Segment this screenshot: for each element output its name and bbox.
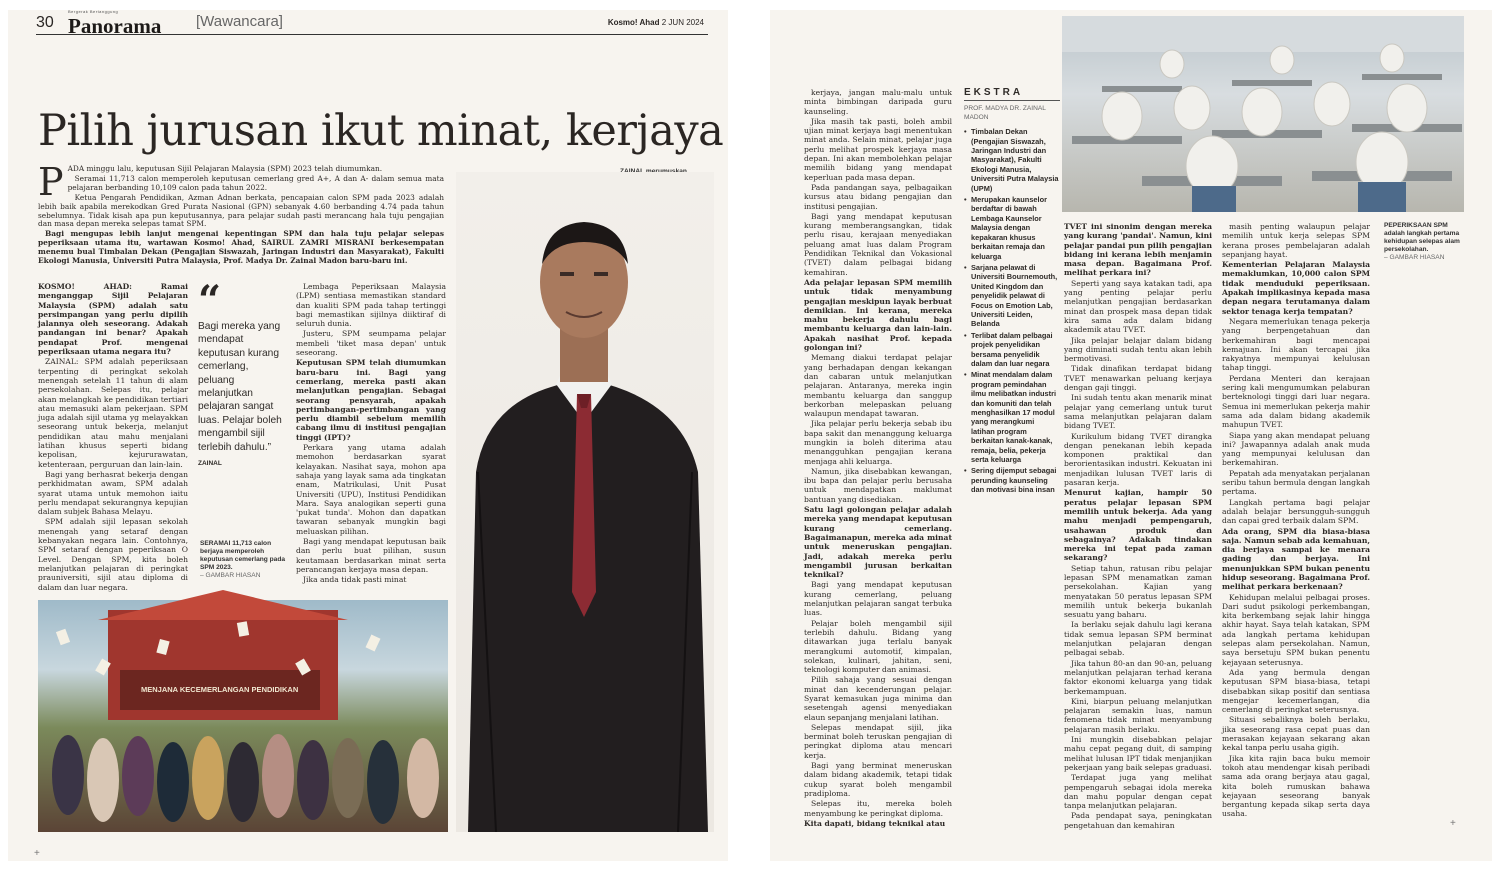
exam-caption — [1384, 222, 1464, 262]
ekstra-item: • Merupakan kaunselor berdaftar di bawah Lembaga Kaunselor Malaysia dengan kepakaran khusus berkaitan remaja dan keluarga — [964, 195, 1060, 261]
body-paragraph: Jika masih tak pasti, boleh ambil ujian minat kerjaya bagi menentukan minat anda. Selain minat, pelajar juga perlu melihat prospek kerjaya masa depan. Ini akan membolehkan pelajar memilih bidang yang mendapat keperluan pada masa depan. — [804, 116, 952, 182]
question-paragraph: Menurut kajian, hampir 50 peratus pelajar lepasan SPM memilih untuk bekerja. Ada yang mahu menjadi pempengaruh, usahawan produk dan sebagainya? Adakah tindakan mereka ini tepat pada zaman sekarang? — [1064, 488, 1212, 563]
pull-quote-text: Bagi mereka yang mendapat keputusan kurang cemerlang, peluang melanjutkan pelajaran sangat luas. Pelajar boleh mengambil sijil terlebih dahulu.” — [198, 321, 282, 453]
crop-mark-icon: + — [34, 848, 40, 859]
question-paragraph: Keputusan SPM telah diumumkan baru-baru ini. Bagi yang cemerlang, mereka pasti akan melanjutkan pengajian. Sebagai seorang pensyarah, apakah pertimbangan-pertimbangan yang perlu diambil sebelum memilih cabang ilmu di institusi pengajian tinggi (IPT)? — [296, 358, 446, 442]
question-paragraph: Kementerian Pelajaran Malaysia memaklumkan, 10,000 calon SPM tidak menduduki peperiksaan. Apakah implikasinya kepada masa depan negara terutamanya dalam sektor tenaga kerja tempatan? — [1222, 260, 1370, 316]
portrait-photo — [456, 172, 714, 832]
body-paragraph: Pepatah ada menyatakan perjalanan seribu tahun bermula dengan langkah pertama. — [1222, 468, 1370, 497]
body-paragraph: Selepas mendapat sijil, jika berminat boleh teruskan pengajian di peringkat diploma atau mencari kerja. — [804, 722, 952, 760]
body-paragraph: Jika anda tidak pasti minat — [303, 575, 407, 585]
drop-cap: P — [38, 160, 64, 204]
body-paragraph: ZAINAL: SPM adalah peperiksaan terpenting di peringkat sekolah menengah setelah 11 tahun di alam persekolahan. Selepas itu, pelajar akan melangkah ke pendidikan tertiari atau memasuki alam pekerjaan. SPM juga adalah sijil utama yg melayakkan seseorang untuk bekerja, melanjut pendidikan atau mahu menjalani latihan khusus seperti bidang kepolisan, kejururawatan, ketenteraan, perguruan dan lain-lain. — [38, 357, 188, 469]
page-number: 30 — [36, 14, 54, 31]
body-paragraph: Bagi yang berminat meneruskan dalam bidang akademik, tetapi tidak cukup syarat boleh mengambil pradiploma. — [804, 761, 952, 798]
brand-title: Panorama — [68, 14, 162, 38]
intro-p1: ADA minggu lalu, keputusan Sijil Pelajaran Malaysia (SPM) 2023 telah diumumkan. — [67, 164, 383, 173]
body-paragraph: Negara memerlukan tenaga pekerja yang berpengetahuan dan berkemahiran bagi mencapai kemajuan. Ini akan tercapai jika rakyatnya mempunyai kelulusan tahap tinggi. — [1222, 316, 1370, 373]
body-paragraph: Pada pendapat saya, peningkatan pengetahuan dan kemahiran — [1064, 811, 1212, 830]
body-paragraph: Jika pelajar perlu bekerja sebab ibu bapa sakit dan menanggung keluarga mungkin ia boleh diterima atau menangguhkan pengajian kerana menjaga ahli keluarga. — [804, 419, 952, 466]
body-paragraph: Selepas itu, mereka boleh menyambung ke peringkat diploma. — [804, 799, 952, 818]
ekstra-item: • Sering dijemput sebagai perunding kaunseling dan motivasi bina insan — [964, 466, 1060, 494]
body-paragraph: Ia berlaku sejak dahulu lagi kerana tidak semua lepasan SPM berminat melanjutkan pelajaran dengan pelbagai sebab. — [1064, 620, 1212, 658]
question-paragraph: Ada pelajar lepasan SPM memilih untuk tidak menyambung pengajian meskipun layak berbuat demikian. Ini kerana, mereka mahu bekerja dahulu bagi membantu keluarga dan lain-lain. Apakah nasihat Prof. kepada golongan ini? — [804, 277, 952, 353]
body-paragraph: SPM adalah sijil lepasan sekolah menengah yang setaraf dengan kebanyakan negara lain. Contohnya, SPM setaraf dengan peperiksaan O Level. Dengan SPM, kita boleh melanjutkan pelajaran di peringkat prauniversiti, sijil atau diploma di dalam dan luar negara. — [38, 517, 188, 592]
body-paragraph: Terdapat juga yang melihat pempengaruh sebagai idola mereka dan mahu popular dengan cepat tanpa melanjutkan pelajaran. — [1064, 773, 1212, 811]
quote-mark-icon: “ — [198, 277, 222, 324]
body-paragraph: Langkah pertama bagi pelajar adalah belajar bersungguh-sungguh dan capai gred terbaik dalam SPM. — [1222, 497, 1370, 526]
ekstra-label: EKSTRA — [964, 88, 1060, 101]
body-paragraph: Kini, biarpun peluang melanjutkan pelajaran semakin luas, namun fenomena tidak minat menyambung pelajaran masih berlaku. — [1064, 696, 1212, 734]
body-paragraph: Tidak dinafikan terdapat bidang TVET menawarkan peluang kerjaya dengan gaji tinggi. — [1064, 364, 1212, 393]
question-paragraph: TVET ini sinonim dengan mereka yang kurang 'pandai'. Namun, kini pelajar pandai pun pilih pengajian bidang ini kerana lebih menjamin masa depan. Bagaimana Prof. melihat perkara ini? — [1064, 222, 1212, 278]
date-text: 2 JUN 2024 — [661, 18, 704, 27]
article-column-2 — [296, 282, 446, 592]
portrait-figure — [456, 172, 714, 832]
body-paragraph: Pilih sahaja yang sesuai dengan minat dan kecenderungan pelajar. Syarat kemasukan juga minima dan sesetengah agensi menyediakan elaun sepanjang menjalani latihan. — [804, 675, 952, 722]
body-paragraph: Kehidupan melalui pelbagai proses. Dari sudut psikologi perkembangan, kita berkembang sejak lahir hingga akhir hayat. Saya telah katakan, SPM ada langkah pertama kehidupan selepas alam persekolahan. Namun, saya bersetuju SPM bukan penentu kejayaan seterusnya. — [1222, 592, 1370, 667]
celebration-caption-text: SERAMAI 11,713 calon berjaya memperoleh keputusan cemerlang pada SPM 2023. — [200, 540, 286, 571]
headline: Pilih jurusan ikut minat, kerjaya — [38, 106, 724, 156]
article-column-5 — [1222, 222, 1370, 819]
exam-hall-photo — [1062, 16, 1464, 212]
intro-p3: Ketua Pengarah Pendidikan, Azman Adnan berkata, pencapaian calon SPM pada 2023 adalah lebih baik apabila merekodkan Gred Purata Nasional (GPN) sebanyak 4.60 berbanding 4.74 pada tahun sebelumnya. Tidak kisah apa pun keputusannya, para pelajar sudah pasti merancang hala tuju pengajian dan masa depan mereka selepas tamat SPM. — [38, 192, 444, 229]
body-paragraph: Siapa yang akan mendapat peluang ini? Jawapannya adalah anak muda yang mempunyai kelulusan dan berkemahiran. — [1222, 430, 1370, 468]
ekstra-item: • Sarjana pelawat di Universiti Bournemouth, United Kingdom dan penyelidik pelawat di Focus on Emotion Lab, Universiti Leiden, Belanda — [964, 263, 1060, 329]
body-paragraph: Justeru, SPM seumpama pelajar membeli 'tiket masa depan' untuk seseorang. — [296, 329, 446, 358]
exam-caption-credit: – GAMBAR HIASAN — [1384, 254, 1445, 261]
body-paragraph: Setiap tahun, ratusan ribu pelajar lepasan SPM menamatkan zaman persekolahan. Kajian yang menyatakan 50 peratus lepasan SPM memilih untuk bekerja bukanlah sesuatu yang baharu. — [1064, 563, 1212, 620]
body-paragraph: Namun, jika disebabkan kewangan, ibu bapa dan pelajar perlu berusaha untuk mendapatkan maklumat bantuan yang disediakan. — [804, 466, 952, 504]
exam-caption-text: PEPERIKSAAN SPM adalah langkah pertama kehidupan selepas alam persekolahan. — [1384, 222, 1460, 253]
celebration-caption — [200, 540, 286, 580]
body-paragraph: Kurikulum bidang TVET dirangka dengan penekanan lebih kepada komponen praktikal dan berorientasikan industri. Kekuatan ini menjadikan lulusan TVET laris di pasaran kerja. — [1064, 431, 1212, 488]
brand-kicker: Bergerak Bertanggung — [68, 9, 119, 14]
intro-p4: Bagi mengupas lebih lanjut mengenai kepentingan SPM dan hala tuju pelajar selepas peperiksaan utama itu, wartawan Kosmo! Ahad, SAIRUL ZAMRI MISRANI berkesempatan menemu bual Timbalan Dekan (Pengajian Siswazah, Jaringan Industri dan Masyarakat), Fakulti Ekologi Manusia, Universiti Putra Malaysia, Prof. Madya Dr. Zainal Madon baru-baru ini. — [38, 229, 444, 266]
body-paragraph: Seperti yang saya katakan tadi, apa yang penting pelajar perlu melanjutkan pengajian berdasarkan minat dan prospek masa depan tidak kira sama ada dalam bidang akademik atau TVET. — [1064, 278, 1212, 335]
article-column-4 — [1064, 222, 1212, 830]
body-paragraph: Jika tahun 80-an dan 90-an, peluang melanjutkan pelajaran terhad kerana faktor ekonomi keluarga yang tidak berkemampuan. — [1064, 658, 1212, 696]
exam-hall-scene — [1062, 16, 1464, 212]
body-paragraph: Lembaga Peperiksaan Malaysia (LPM) sentiasa memastikan standard dan kualiti SPM pada tahap tertinggi bagi memastikan sijilnya diiktiraf di seluruh dunia. — [296, 282, 446, 329]
body-paragraph: Bagi yang mendapat keputusan kurang cemerlang, peluang melanjutkan pelajaran sangat terbuka luas. — [804, 580, 952, 618]
body-paragraph: Pada pandangan saya, pelbagaikan kursus atau bidang pengajian dan institusi pengajian. — [804, 182, 952, 211]
body-paragraph: Bagi yang mendapat keputusan kurang memberangsangkan, tidak perlu risau, kerajaan menyediakan peluang amat luas dalam Program Pendidikan Teknikal dan Vokasional (TVET) dalam pelbagai bidang kemahiran. — [804, 211, 952, 277]
issue-date — [608, 18, 704, 27]
body-paragraph: Perkara yang utama adalah memohon berdasarkan syarat kelayakan. Nasihat saya, mohon apa sahaja yang layak sama ada tingkatan enam, Matrikulasi, Unit Pusat Universiti (UPU), Institusi Pendidikan Mara. Saya analogikan seperti guna 'pukat tunda'. Mohon dan dapatkan tawaran sebanyak mungkin bagi meluaskan pilihan. — [296, 443, 446, 536]
page-gutter — [728, 0, 770, 871]
crop-mark-icon: + — [1450, 818, 1456, 829]
body-paragraph: Jika kita rajin baca buku memoir tokoh atau mendengar kisah peribadi sama ada orang berjaya atau gagal, kita boleh rumuskan bahawa kejayaan seseorang banyak bergantung kepada sikap serta daya usaha. — [1222, 753, 1370, 819]
body-paragraph: masih penting walaupun pelajar memilih untuk kerja selepas SPM kerana proses pembelajaran adalah sepanjang hayat. — [1222, 222, 1370, 259]
header-rule — [36, 34, 708, 35]
article-column-3 — [804, 88, 952, 828]
body-paragraph: Memang diakui terdapat pelajar yang berhadapan dengan kekangan dan cabaran untuk melanjutkan pelajaran. Antaranya, mereka ingin membantu keluarga dan sanggup berkorban melepaskan peluang walaupun mendapat tawaran. — [804, 353, 952, 419]
ekstra-sidebar — [964, 88, 1060, 658]
body-paragraph: Ini mungkin disebabkan pelajar mahu cepat pegang duit, di samping melihat lulusan IPT tidak menjanjikan pekerjaan yang baik selepas graduasi. — [1064, 735, 1212, 772]
pull-quote-attribution: ZAINAL — [198, 460, 222, 468]
ekstra-name: PROF. MADYA DR. ZAINAL MADON — [964, 105, 1046, 121]
body-paragraph: Ada yang bermula dengan keputusan SPM biasa-biasa, tetapi disebabkan sikap positif dan sentiasa mengejar kecemerlangan, dia cemerlang di peringkat seterusnya. — [1222, 667, 1370, 715]
section-label: [Wawancara] — [196, 13, 283, 30]
question-paragraph: Kita dapati, bidang teknikal atau — [804, 818, 946, 828]
body-paragraph: Ini sudah tentu akan menarik minat pelajar yang cemerlang untuk turut sama melanjutkan pelajaran dalam bidang TVET. — [1064, 393, 1212, 431]
question-paragraph: Satu lagi golongan pelajar adalah mereka yang mendapat keputusan kurang cemerlang. Bagaimanapun, mereka ada minat untuk meneruskan pengajian. Jadi, adakah mereka perlu mengambil jurusan berkaitan teknikal? — [804, 505, 952, 580]
intro-text — [38, 160, 444, 277]
body-paragraph: Pelajar boleh mengambil sijil terlebih dahulu. Bidang yang ditawarkan juga terlalu banyak merangkumi automotif, kimpalan, solekan, kulinari, jahitan, seni, teknologi komputer dan animasi. — [804, 618, 952, 675]
question-paragraph: KOSMO! AHAD: Ramai menganggap Sijil Pelajaran Malaysia (SPM) adalah satu persimpangan yang perlu dipilih jalannya oleh seseorang. Adakah pandangan ini benar? Apakah pendapat Prof. mengenai peperiksaan utama negara itu? — [38, 282, 188, 357]
paper-name: Kosmo! Ahad — [607, 18, 660, 27]
body-paragraph: Bagi yang mendapat keputusan baik dan perlu buat pilihan, susun keutamaan berdasarkan minat serta perancangan kerjaya masa depan. — [296, 537, 446, 574]
ekstra-item: • Terlibat dalam pelbagai projek penyelidikan bersama penyelidik dalam dan luar negara — [964, 331, 1060, 369]
celebration-caption-credit: – GAMBAR HIASAN — [200, 572, 261, 579]
body-paragraph: Bagi yang berhasrat bekerja dengan perkhidmatan awam, SPM adalah syarat utama untuk memohon iaitu perlu mendapat sekurangnya kepujian dalam subjek Bahasa Melayu. — [38, 469, 188, 517]
right-page — [770, 10, 1492, 861]
ekstra-item: • Minat mendalam dalam program pemindahan ilmu melibatkan industri dan komuniti dan telah menghasilkan 17 modul yang merangkumi latihan program berkaitan kanak-kanak, remaja, belia, pekerja serta keluarga — [964, 370, 1060, 464]
pull-quote — [198, 277, 282, 468]
intro-p2: Seramai 11,713 calon memperoleh keputusan cemerlang gred A+, A dan A- dalam semua mata pelajaran berbanding 10,109 calon pada tahun 2022. — [67, 173, 444, 192]
article-column-1 — [38, 282, 188, 590]
body-paragraph: Situasi sebaliknya boleh berlaku, jika seseorang rasa cepat puas dan merasakan kejayaan sekarang akan kekal tanpa perlu usaha gigih. — [1222, 715, 1370, 753]
left-page — [8, 10, 728, 861]
ekstra-list — [964, 127, 1060, 494]
body-paragraph: Perdana Menteri dan kerajaan sering kali mengumumkan pelaburan berteknologi tinggi dari luar negara. Semua ini memerlukan pekerja mahir sama ada dalam bidang akademik mahupun TVET. — [1222, 373, 1370, 430]
question-paragraph: Ada orang, SPM dia biasa-biasa saja. Namun sebab ada kemahuan, dia berjaya sampai ke menara gading dan berjaya. Ini menunjukkan SPM bukan penentu hidup seseorang. Bagaimana Prof. melihat perkara berkenaan? — [1222, 526, 1370, 592]
celebration-banner: MENJANA KECEMERLANGAN PENDIDIKAN — [138, 684, 318, 695]
body-paragraph: Jika pelajar belajar dalam bidang yang diminati sudah tentu akan lebih bermotivasi. — [1064, 335, 1212, 364]
celebration-scene — [38, 600, 448, 832]
body-paragraph: kerjaya, jangan malu-malu untuk minta bimbingan daripada guru kaunseling. — [804, 88, 952, 116]
celebration-photo — [38, 600, 448, 832]
ekstra-item: • Timbalan Dekan (Pengajian Siswazah, Jaringan Industri dan Masyarakat), Fakulti Ekologi Manusia, Universiti Putra Malaysia (UPM) — [964, 127, 1060, 193]
